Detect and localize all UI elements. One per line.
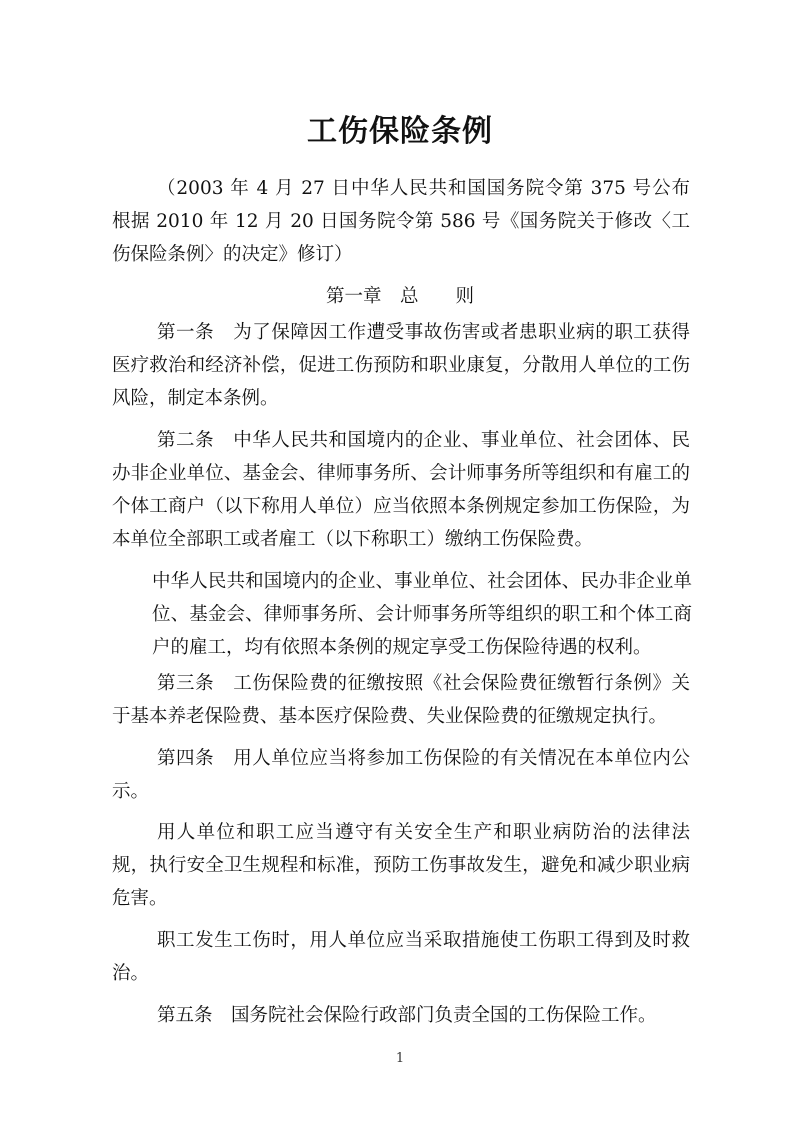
document-title: 工伤保险条例 <box>307 114 493 149</box>
article-2-paragraph: 第二条 中华人民共和国境内的企业、事业单位、社会团体、民办非企业单位、基金会、律师事务所、会计师事务所等组织和有雇工的个体工商户（以下称用人单位）应当依照本条例规定参加工伤保险，为本单位全部职工或者雇工（以下称职工）缴纳工伤保险费。 <box>112 430 690 550</box>
article-4-continuation-paragraph: 用人单位和职工应当遵守有关安全生产和职业病防治的法律法规，执行安全卫生规程和标准，预防工伤事故发生，避免和减少职业病危害。 <box>112 822 690 909</box>
article-4-paragraph: 第四条 用人单位应当将参加工伤保险的有关情况在本单位内公示。 <box>112 748 690 802</box>
chapter-heading: 第一章 总 则 <box>325 286 474 307</box>
article-1-paragraph: 第一条 为了保障因工作遭受事故伤害或者患职业病的职工获得医疗救治和经济补偿，促进工伤预防和职业康复，分散用人单位的工伤风险，制定本条例。 <box>112 322 690 409</box>
page-number: 1 <box>395 1051 405 1066</box>
article-3-paragraph: 第三条 工伤保险费的征缴按照《社会保险费征缴暂行条例》关于基本养老保险费、基本医疗保险费、失业保险费的征缴规定执行。 <box>112 673 690 727</box>
document-subtitle: （2003 年 4 月 27 日中华人民共和国国务院令第 375 号公布 根据 2010 年 12 月 20 日国务院令第 586 号《国务院关于修改〈工伤保险条例〉的决定》修订） <box>112 178 709 265</box>
article-2-continuation-paragraph <box>152 565 692 664</box>
article-4-treatment-paragraph: 职工发生工伤时，用人单位应当采取措施使工伤职工得到及时救治。 <box>112 930 690 984</box>
article-2-continuation-text: 中华人民共和国境内的企业、事业单位、社会团体、民办非企业单位、基金会、律师事务所、会计师事务所等组织的职工和个体工商户的雇工，均有依照本条例的规定享受工伤保险待遇的权利。 <box>152 571 692 658</box>
article-5-paragraph: 第五条 国务院社会保险行政部门负责全国的工伤保险工作。 <box>157 1005 657 1026</box>
